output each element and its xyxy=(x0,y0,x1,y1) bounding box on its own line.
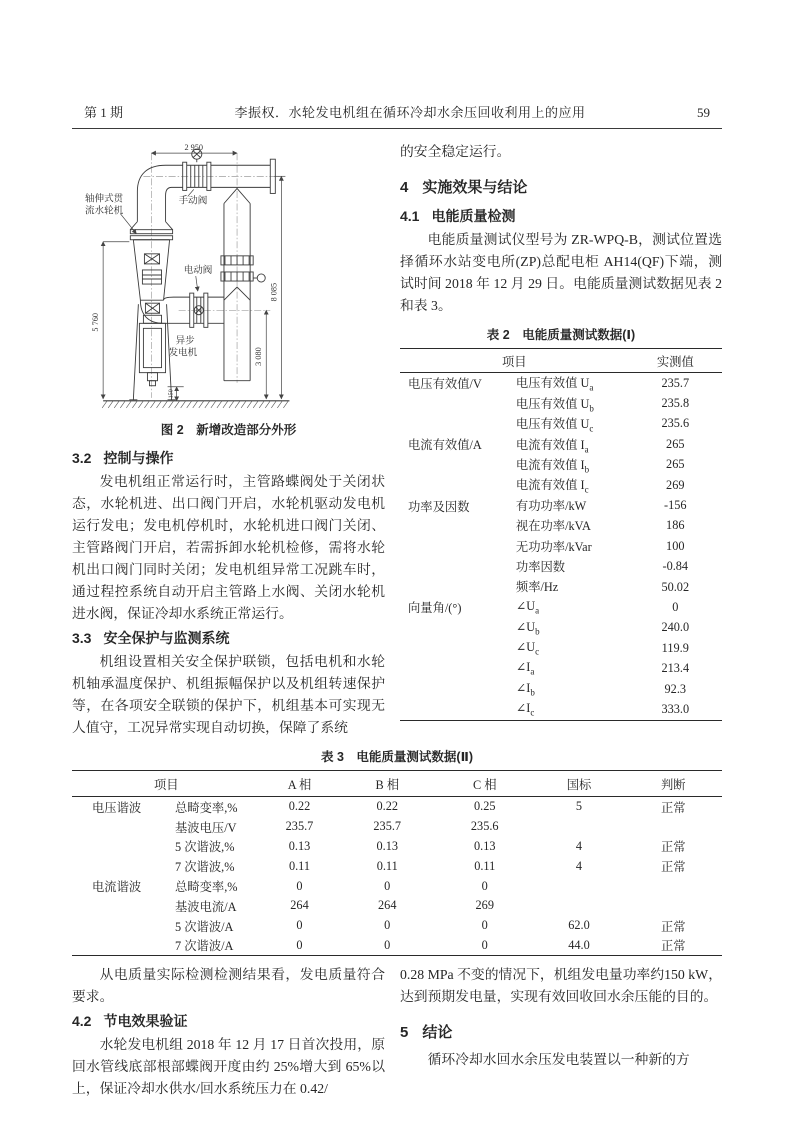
generator-label-line1: 异步 xyxy=(175,335,195,347)
cell-a: 0.22 xyxy=(288,799,311,814)
left-column-lower xyxy=(72,964,385,1100)
cell-item: 总畸变率,% xyxy=(175,800,238,815)
dim-right-height: 8 085 xyxy=(268,282,278,302)
section-number: 5 xyxy=(400,1024,409,1042)
dim-top-width: 2 950 xyxy=(183,143,203,153)
cell-judgement: 正常 xyxy=(660,800,686,815)
header-standard: 国标 xyxy=(566,777,592,792)
cell-item: 总畸变率,% xyxy=(175,880,238,895)
table-row xyxy=(400,557,722,577)
cell-value: -0.84 xyxy=(662,559,689,574)
cell-item: 电流有效值 $I_a$ xyxy=(515,437,589,455)
section-title: 实施效果与结论 xyxy=(422,179,528,196)
cell-group: 功率及因数 xyxy=(408,499,470,514)
section-number: 3.3 xyxy=(72,630,92,646)
cell-judgement: 正常 xyxy=(660,919,686,934)
cell-value: 333.0 xyxy=(661,701,690,716)
table-2 xyxy=(400,348,722,721)
table-2-header-item: 项目 xyxy=(502,354,527,369)
header-rule xyxy=(72,128,722,129)
page-number: 59 xyxy=(697,105,710,120)
dim-left-height: 5 760 xyxy=(90,313,100,332)
cell-c: 0.13 xyxy=(473,838,496,853)
cell-a: 0 xyxy=(296,918,303,933)
figure-caption: 图 2 新增改造部分外形 xyxy=(160,423,297,437)
dim-inner-height: 3 080 xyxy=(253,347,263,366)
cell-value: 213.4 xyxy=(661,661,690,676)
cell-item: 功率因数 xyxy=(515,559,566,574)
table-row xyxy=(72,936,722,956)
cell-value: 50.02 xyxy=(661,579,690,594)
table-row xyxy=(400,414,722,434)
cell-standard: 44.0 xyxy=(568,937,590,952)
cell-a: 0 xyxy=(296,937,303,952)
cell-item: $\angle I_c$ xyxy=(515,701,535,718)
cell-c: 0 xyxy=(481,918,488,933)
table-row xyxy=(400,516,722,536)
cell-b: 264 xyxy=(378,898,397,913)
table-row xyxy=(400,679,722,699)
table-3-header-row xyxy=(72,771,722,797)
cell-item: 电流有效值 $I_b$ xyxy=(515,458,590,475)
cell-item: 无功功率/kVar xyxy=(515,539,592,554)
table-row xyxy=(72,876,722,896)
upper-columns xyxy=(72,141,722,739)
cell-a: 264 xyxy=(290,898,309,913)
paragraph-5: 循环冷却水回水余压发电装置以一种新的方 xyxy=(427,1052,690,1068)
table-row xyxy=(400,455,722,475)
cell-item: 电压有效值 $U_b$ xyxy=(515,396,594,414)
cell-b: 0 xyxy=(384,937,391,952)
table-row xyxy=(72,916,722,936)
cell-standard: 4 xyxy=(575,858,583,873)
cell-item: 基波电压/V xyxy=(175,820,237,835)
table-row xyxy=(72,837,722,857)
dim-base-height: 150 xyxy=(168,389,175,399)
cell-item: $\angle U_a$ xyxy=(515,599,540,616)
section-title: 节电效果验证 xyxy=(103,1013,188,1030)
cell-group: 向量角/(°) xyxy=(408,601,462,616)
cell-standard: 4 xyxy=(575,838,583,853)
paragraph-quality-result: 从电质量实际检测检测结果看，发电质量符合要求。 xyxy=(72,967,385,1005)
carry-over-line: 的安全稳定运行。 xyxy=(400,144,511,159)
table-row xyxy=(400,393,722,413)
cell-item: 频率/Hz xyxy=(515,580,559,595)
header-phase-b: B 相 xyxy=(375,777,400,792)
ground-hatch xyxy=(102,401,288,408)
cell-judgement: 正常 xyxy=(660,860,686,875)
cell-standard: 5 xyxy=(575,799,583,814)
cell-value: 235.6 xyxy=(661,416,690,431)
section-4-1-heading xyxy=(400,204,722,228)
section-title: 电能质量检测 xyxy=(431,208,516,224)
cell-value: 0 xyxy=(672,599,679,614)
cell-item: 电流有效值 $I_c$ xyxy=(515,478,589,495)
paragraph-3-2: 发电机组正常运行时，主管路蝶阀处于关闭状态，水轮机进、出口阀门开启，水轮机驱动发电机运行发电；发电机停机时，水轮机进口阀门关闭、主管路阀门开启，若需拆卸水轮机检修，需将水轮机出口阀门同时关闭；发电机组异常工况跳车时，通过程控系统自动开启主管路上水阀、关闭水轮机进水阀，保证冷却水系统正常运行。 xyxy=(72,474,385,621)
table-row xyxy=(72,797,722,817)
table-row xyxy=(400,536,722,556)
cell-value: 186 xyxy=(666,518,685,533)
table-row xyxy=(400,495,722,515)
section-number: 3.2 xyxy=(72,450,92,466)
paragraph-4-1: 电能质量测试仪型号为 ZR-WPQ-B，测试位置选择循环水站变电所(ZP)总配电柜 AH14(QF)下端，测试时间 2018 年 12 月 29 日。电能质量测试数据见表 2 和表 3。 xyxy=(400,232,722,313)
cell-c: 0 xyxy=(481,937,488,952)
journal-issue: 第 1 期 xyxy=(84,105,124,120)
section-title: 安全保护与监测系统 xyxy=(103,630,230,646)
cell-a: 0 xyxy=(296,878,303,893)
table-row xyxy=(72,896,722,916)
header-phase-c: C 相 xyxy=(472,777,497,792)
cell-item: 电压有效值 $U_c$ xyxy=(515,417,594,434)
cell-value: 100 xyxy=(666,538,685,553)
header-judgement: 判断 xyxy=(660,777,686,792)
table-3 xyxy=(72,770,722,956)
cell-item: 基波电流/A xyxy=(175,899,237,914)
table-row xyxy=(400,475,722,495)
cell-a: 235.7 xyxy=(285,819,314,834)
cell-judgement: 正常 xyxy=(660,939,686,954)
section-number: 4.2 xyxy=(72,1013,92,1030)
header-item: 项目 xyxy=(153,777,179,792)
table-row xyxy=(400,699,722,719)
electric-valve-label: 电动阀 xyxy=(183,264,212,276)
cell-value: 235.7 xyxy=(661,375,690,390)
cell-b: 0 xyxy=(384,878,391,893)
manual-valve-label: 手动阀 xyxy=(178,195,207,207)
header-phase-a: A 相 xyxy=(287,777,312,792)
paragraph-3-3: 机组设置相关安全保护联锁，包括电机和水轮机轴承温度保护、机组振幅保护以及机组转速保护等，在各项安全联锁的保护下，机组基本可实现无人值守，工况异常实现自动切换，保障了系统 xyxy=(72,654,385,735)
cell-c: 0.11 xyxy=(474,858,496,873)
table-row xyxy=(400,618,722,638)
cell-a: 0.11 xyxy=(288,858,311,873)
cell-item: 有功功率/kW xyxy=(515,498,587,513)
cell-c: 235.6 xyxy=(470,819,499,834)
section-5-heading xyxy=(400,1020,722,1046)
cell-group: 电流谐波 xyxy=(92,880,142,895)
table-2-caption: 表 2 电能质量测试数据(Ⅰ) xyxy=(486,328,636,342)
paragraph-4-2: 水轮发电机组 2018 年 12 月 17 日首次投用，原回水管线底部根部蝶阀开度由约 25%增大到 65%以上，保证冷却水供水/回水系统压力在 0.42/ xyxy=(72,1037,385,1097)
cell-judgement: 正常 xyxy=(660,840,686,855)
cell-value: -156 xyxy=(664,498,687,513)
cell-value: 265 xyxy=(666,457,685,472)
right-column-lower xyxy=(400,964,722,1100)
cell-item: $\angle I_a$ xyxy=(515,660,535,677)
table-2-header-row xyxy=(400,349,722,373)
cell-value: 92.3 xyxy=(664,681,687,696)
table-row xyxy=(72,817,722,837)
cell-group: 电流有效值/A xyxy=(408,438,482,453)
cell-b: 0.22 xyxy=(376,799,399,814)
left-column xyxy=(72,141,385,739)
cell-item: 7 次谐波,% xyxy=(175,860,235,875)
turbine-label-line2: 流水轮机 xyxy=(84,205,123,217)
figure-2 xyxy=(83,141,375,418)
section-4-2-heading xyxy=(72,1009,385,1033)
cell-item: 视在功率/kVA xyxy=(515,519,591,534)
right-column xyxy=(400,141,722,739)
turbine-label-line1: 轴伸式贯 xyxy=(84,193,123,205)
figure-2-diagram xyxy=(83,141,375,413)
section-3-2-heading xyxy=(72,446,385,470)
cell-value: 235.8 xyxy=(661,396,690,411)
section-3-3-heading xyxy=(72,626,385,650)
table-row xyxy=(400,597,722,617)
cell-item: 7 次谐波/A xyxy=(175,939,234,954)
cell-b: 0.13 xyxy=(376,838,399,853)
lower-columns xyxy=(72,964,722,1100)
cell-value: 269 xyxy=(666,477,685,492)
running-title: 李振权．水轮发电机组在循环冷却水余压回收利用上的应用 xyxy=(234,105,586,120)
cell-item: 5 次谐波,% xyxy=(175,840,235,855)
cell-value: 240.0 xyxy=(661,620,690,635)
table-2-header-value: 实测值 xyxy=(656,354,694,369)
table-row xyxy=(400,658,722,678)
cell-b: 235.7 xyxy=(373,819,402,834)
table-row xyxy=(72,856,722,876)
cell-item: 电压有效值 $U_a$ xyxy=(515,376,594,393)
table-row xyxy=(400,638,722,658)
cell-standard: 62.0 xyxy=(568,918,590,933)
cell-group: 电压谐波 xyxy=(92,800,142,815)
paragraph-4-2-continued: 0.28 MPa 不变的情况下，机组发电量功率约150 kW，达到预期发电量，实现有效回收回水余压能的目的。 xyxy=(400,967,722,1005)
table-row xyxy=(400,577,722,597)
table-row xyxy=(400,373,722,393)
cell-value: 265 xyxy=(666,436,685,451)
generator-label-line2: 发电机 xyxy=(168,347,197,359)
cell-a: 0.13 xyxy=(288,838,311,853)
section-number: 4 xyxy=(400,179,409,196)
cell-b: 0.11 xyxy=(376,858,398,873)
section-title: 结论 xyxy=(422,1024,453,1042)
table-3-caption: 表 3 电能质量测试数据(Ⅱ) xyxy=(321,750,473,764)
page-header xyxy=(72,102,722,121)
cell-value: 119.9 xyxy=(661,640,689,655)
cell-item: $\angle I_b$ xyxy=(515,680,535,698)
cell-c: 0 xyxy=(481,878,488,893)
cell-item: 5 次谐波/A xyxy=(175,919,234,934)
cell-group: 电压有效值/V xyxy=(408,377,482,392)
cell-item: $\angle U_b$ xyxy=(515,619,540,637)
section-4-heading xyxy=(400,175,722,201)
cell-item: $\angle U_c$ xyxy=(515,640,540,657)
cell-b: 0 xyxy=(384,918,391,933)
table-row xyxy=(400,434,722,454)
section-number: 4.1 xyxy=(400,208,420,224)
cell-c: 0.25 xyxy=(473,799,496,814)
cell-c: 269 xyxy=(475,898,494,913)
section-title: 控制与操作 xyxy=(103,450,174,466)
